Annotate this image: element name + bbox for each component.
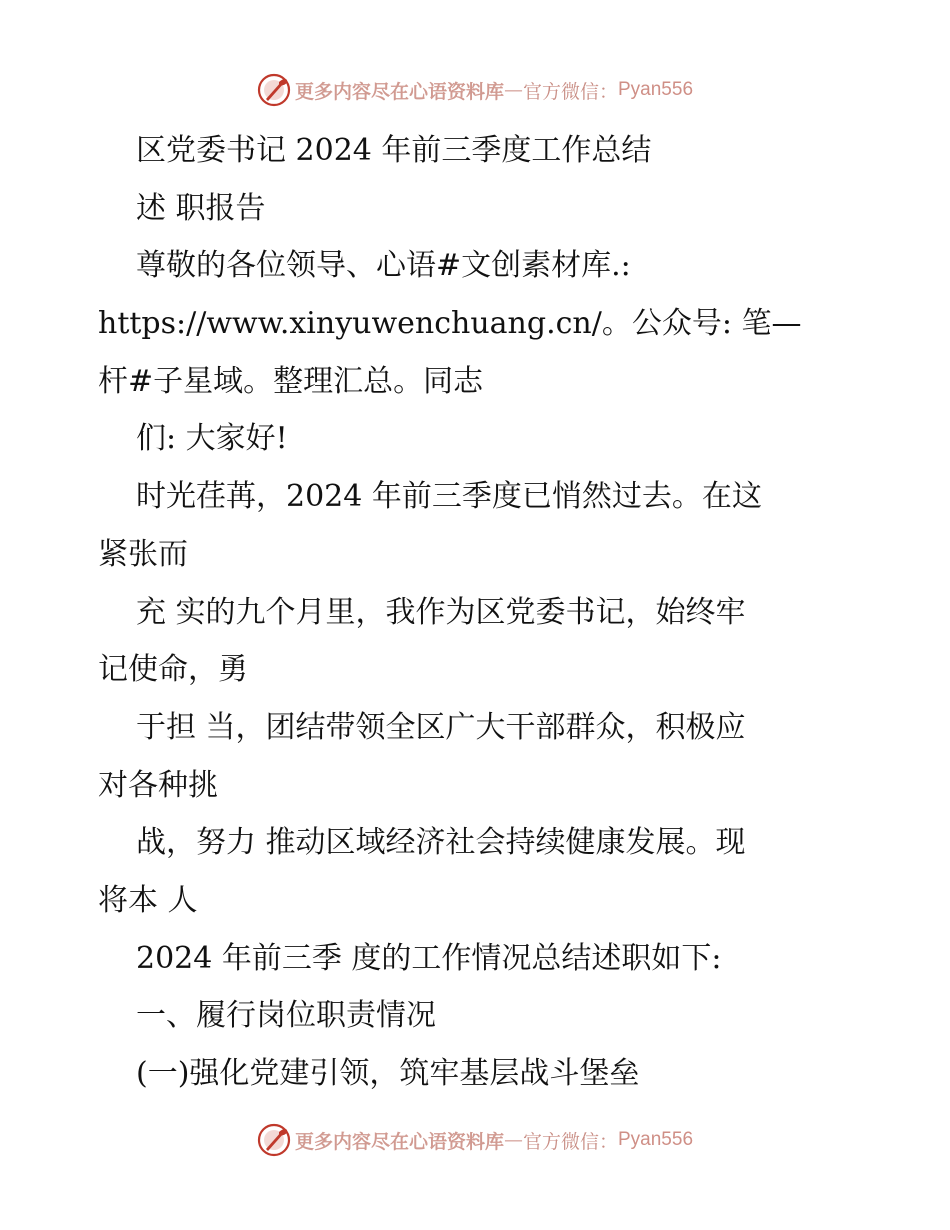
body-line: 记使命，勇	[98, 652, 248, 688]
quill-logo-icon	[257, 73, 291, 107]
body-line: 们: 大家好!	[136, 421, 288, 457]
document-body	[98, 122, 858, 1103]
document-title-line-1: 区党委书记 2024 年前三季度工作总结	[136, 133, 652, 168]
footer-watermark-banner	[0, 1120, 950, 1160]
subsection-heading: (一)强化党建引领，筑牢基层战斗堡垒	[136, 1056, 640, 1091]
body-line: 紧张而	[98, 536, 188, 572]
banner-wechat-id: Pyan556	[618, 1129, 694, 1150]
banner-separator: —	[503, 79, 523, 101]
banner-separator: —	[503, 1129, 523, 1151]
body-line: 将本 人	[98, 882, 198, 918]
document-title-line-2: 述 职报告	[136, 190, 266, 226]
banner-wechat-label: 官方微信：	[522, 1130, 618, 1153]
banner-wechat-label: 官方微信：	[522, 80, 618, 103]
body-line: 2024 年前三季 度的工作情况总结述职如下:	[136, 940, 722, 976]
body-line: 时光荏苒，2024 年前三季度已悄然过去。在这	[136, 479, 762, 515]
banner-wechat-id: Pyan556	[618, 79, 694, 100]
quill-logo-icon	[257, 1123, 291, 1157]
body-line: 杆#子星域。整理汇总。同志	[98, 363, 484, 399]
body-line: https://www.xinyuwenchuang.cn/。公众号: 笔—	[98, 306, 802, 342]
body-line: 对各种挑	[98, 767, 218, 803]
banner-slogan: 更多内容尽在心语资料库	[294, 1130, 504, 1153]
section-heading: 一、履行岗位职责情况	[136, 998, 436, 1034]
salutation-line: 尊敬的各位领导、心语#文创素材库.:	[136, 248, 631, 284]
banner-slogan: 更多内容尽在心语资料库	[294, 80, 504, 103]
body-line: 充 实的九个月里，我作为区党委书记，始终牢	[136, 594, 746, 630]
header-watermark-banner	[0, 70, 950, 110]
body-line: 战，努力 推动区域经济社会持续健康发展。现	[136, 825, 746, 861]
body-line: 于担 当，团结带领全区广大干部群众，积极应	[136, 709, 746, 745]
